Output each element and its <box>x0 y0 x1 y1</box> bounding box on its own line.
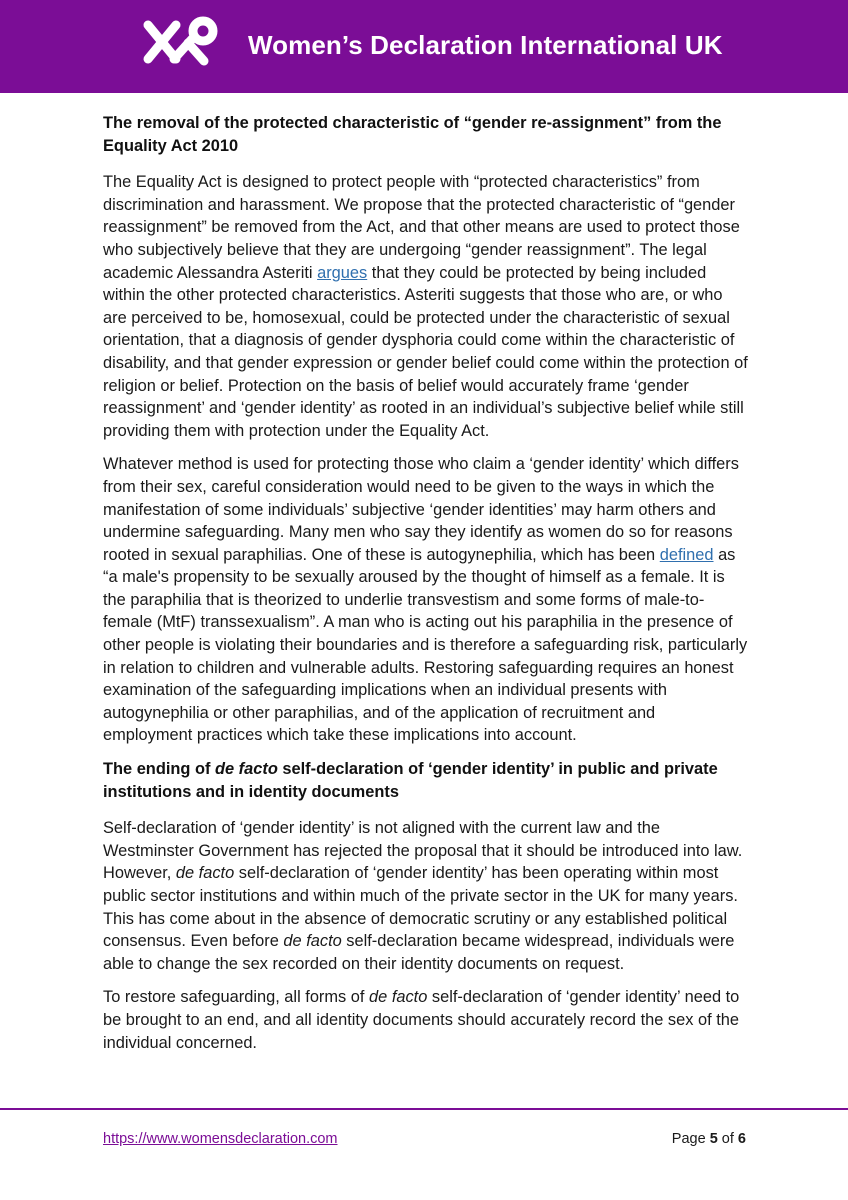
paragraph-text: To restore safeguarding, all forms of <box>103 988 370 1007</box>
heading-emphasis: de facto <box>215 760 278 779</box>
paragraph-emphasis: de facto <box>175 864 235 883</box>
paragraph-text: self-declaration of ‘gender identity’ has been operating within most public sector institutions and within much of the private sector in the UK for many years. This has come about in the absence of democratic scrutiny or any established political consensus. Even before <box>103 864 738 951</box>
paragraph-text: as “a male's propensity to be sexually aroused by the thought of himself as a female. It is the paraphilia that is theorized to underlie transvestism and some forms of male-to-female (MtF) transsexualism”. A man who is acting out his paraphilia in the presence of other people is violating their boundaries and is therefore a safeguarding risk, particularly in relation to children and vulnerable adults. Restoring safeguarding requires an honest examination of the safeguarding implications when an individual presents with autogynephilia or other paraphilias, and of the application of recruitment and employment practices which take these implications into account. <box>103 545 748 745</box>
paragraph-emphasis: de facto <box>283 932 342 951</box>
paragraph-text: Whatever method is used for protecting those who claim a ‘gender identity’ which differs from their sex, careful consideration would need to be given to the ways in which the manifestation of some individuals’ subjective ‘gender identities’ may harm others and undermine safeguarding. Many men who say they identify as women do so for reasons rooted in sexual paraphilias. One of these is autogynephilia, which has been <box>103 455 739 564</box>
page-of: of <box>717 1131 738 1147</box>
document-body <box>103 112 748 1065</box>
paragraph-text: that they could be protected by being included within the other protected characteristics. Asteriti suggests that those who are, or who are perceived to be, homosexual, could be protected under the characteristic of sexual orientation, that a diagnosis of gender dysphoria could come within the characteristic of disability, and that gender expression or gender belief could come within the protection of religion or belief. Protection on the basis of belief would accurately frame ‘gender reassignment’ and ‘gender identity’ as rooted in an individual’s subjective belief while still providing them with protection under the Equality Act. <box>103 263 748 440</box>
page-total: 6 <box>737 1131 746 1147</box>
paragraph-emphasis: de facto <box>369 988 428 1007</box>
page-label: Page <box>671 1131 710 1147</box>
page-number <box>672 1131 746 1147</box>
page-header <box>0 0 848 93</box>
paragraph <box>103 171 748 442</box>
heading-text: self-declaration of ‘gender identity’ in public and private institutions and in identity documents <box>103 760 718 801</box>
heading-text: The ending of <box>103 760 215 779</box>
argues-link[interactable]: argues <box>317 263 368 282</box>
paragraph-text: self-declaration became widespread, individuals were able to change the sex recorded on their identity documents on request. <box>103 932 735 973</box>
page-current: 5 <box>709 1131 718 1147</box>
section-heading-equality-act: The removal of the protected characteristic of “gender re-assignment” from the Equality Act 2010 <box>103 114 722 155</box>
paragraph-text: self-declaration of ‘gender identity’ need to be brought to an end, and all identity documents should accurately record the sex of the individual concerned. <box>103 988 740 1052</box>
footer-divider <box>0 1108 848 1110</box>
footer-website-link[interactable]: https://www.womensdeclaration.com <box>103 1131 338 1147</box>
paragraph <box>103 453 748 747</box>
organisation-name: Women’s Declaration International UK <box>248 30 723 60</box>
paragraph <box>103 986 748 1054</box>
paragraph <box>103 817 748 975</box>
paragraph-text: The Equality Act is designed to protect people with “protected characteristics” from discrimination and harassment. We propose that the protected characteristic of “gender reassignment” be removed from the Act, and that other means are used to protect those who subjectively believe that they are undergoing “gender reassignment”. The legal academic Alessandra Asteriti <box>103 173 740 282</box>
paragraph-text: Self-declaration of ‘gender identity’ is not aligned with the current law and the Westminster Government has rejected the proposal that it should be introduced into law. However, <box>103 819 743 883</box>
wdi-xo-logo-icon <box>140 15 222 71</box>
section-heading-self-declaration <box>103 758 748 803</box>
defined-link[interactable]: defined <box>659 545 714 564</box>
